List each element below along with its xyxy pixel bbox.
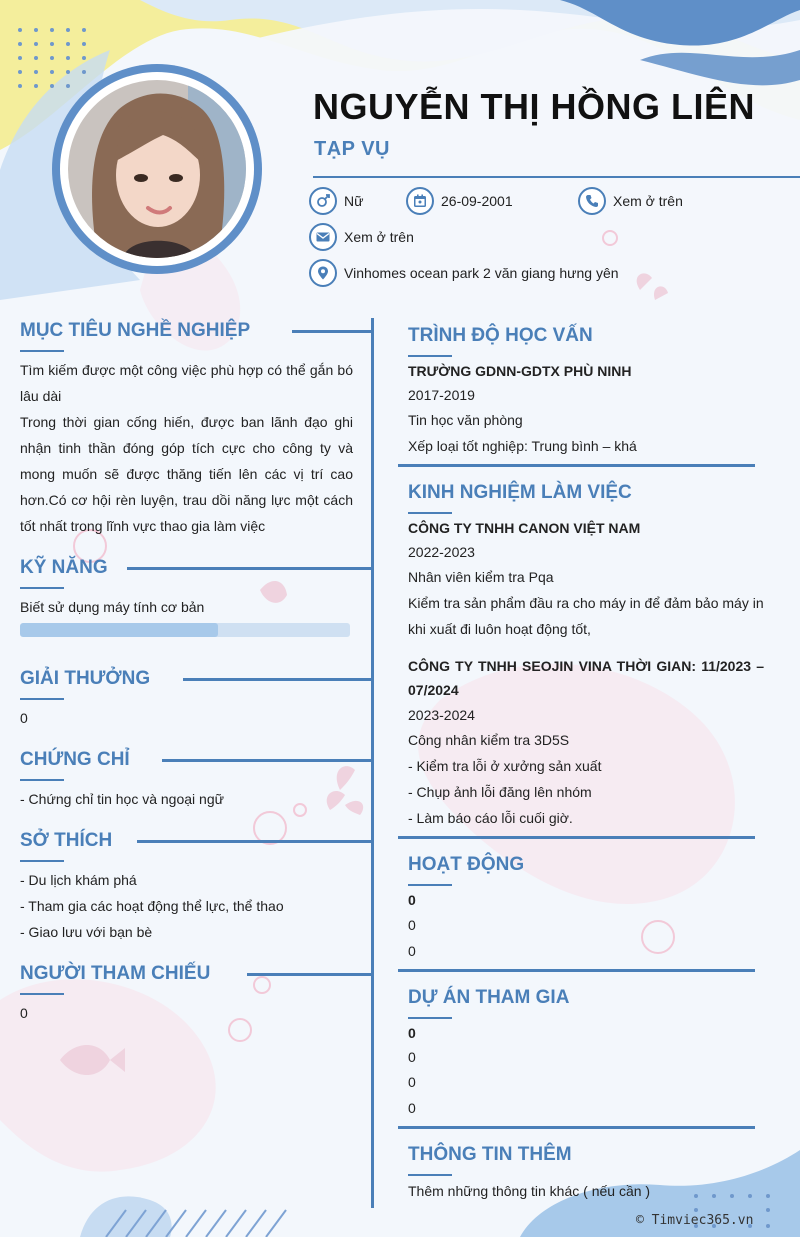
job-task: - Chụp ảnh lỗi đăng lên nhóm: [408, 784, 592, 800]
section-rule: [398, 969, 755, 972]
email-value: Xem ở trên: [344, 229, 414, 245]
hobby-item: - Du lịch khám phá: [20, 872, 137, 888]
section-title-objective: MỤC TIÊU NGHỀ NGHIỆP: [20, 320, 250, 342]
job-company: CÔNG TY TNHH SEOJIN VINA THỜI GIAN: 11/2023 – 07/2024: [408, 658, 764, 698]
section-rule: [127, 567, 372, 570]
section-rule: [292, 330, 372, 333]
job-company: CÔNG TY TNHH CANON VIỆT NAM: [408, 520, 641, 536]
certificates-text: - Chứng chỉ tin học và ngoại ngữ: [20, 791, 224, 807]
envelope-icon: [309, 223, 337, 251]
info-address: [309, 259, 619, 287]
info-birthdate: [406, 187, 513, 215]
section-title-experience: KINH NGHIỆM LÀM VIỆC: [408, 482, 632, 504]
education-major: Tin học văn phòng: [408, 412, 523, 428]
skill-label: Biết sử dụng máy tính cơ bản: [20, 599, 205, 615]
activity-item: 0: [408, 917, 416, 933]
activity-item: 0: [408, 892, 416, 908]
profile-photo: [68, 80, 246, 258]
phone-icon: [578, 187, 606, 215]
project-item: 0: [408, 1100, 416, 1116]
section-title-awards: GIẢI THƯỞNG: [20, 668, 150, 690]
hobby-item: - Giao lưu với bạn bè: [20, 924, 153, 940]
phone-value: Xem ở trên: [613, 193, 683, 209]
job-period: 2023-2024: [408, 707, 475, 723]
education-period: 2017-2019: [408, 387, 475, 403]
section-title-certificates: CHỨNG CHỈ: [20, 749, 130, 771]
info-phone: [578, 187, 683, 215]
skill-level-bar: [20, 623, 350, 637]
gender-icon: [309, 187, 337, 215]
job-description: Kiểm tra sản phẩm đầu ra cho máy in để đảm bảo máy in khi xuất đi luôn hoạt động tốt,: [408, 595, 764, 637]
section-rule: [398, 836, 755, 839]
awards-text: 0: [20, 710, 28, 726]
column-divider: [371, 318, 374, 1208]
activity-item: 0: [408, 943, 416, 959]
info-email: [309, 223, 414, 251]
job-period: 2022-2023: [408, 544, 475, 560]
education-school: TRƯỜNG GDNN-GDTX PHÙ NINH: [408, 363, 632, 379]
info-gender: [309, 187, 363, 215]
section-title-hobbies: SỞ THÍCH: [20, 830, 112, 852]
candidate-name: NGUYỄN THỊ HỒNG LIÊN: [313, 86, 756, 127]
section-title-projects: DỰ ÁN THAM GIA: [408, 987, 569, 1009]
skill-level-fill: [20, 623, 218, 637]
footer-credit: © Timviec365.vn: [636, 1213, 754, 1228]
job-task: - Làm báo cáo lỗi cuối giờ.: [408, 810, 573, 826]
job-position: Công nhân kiểm tra 3D5S: [408, 732, 570, 748]
section-title-references: NGƯỜI THAM CHIẾU: [20, 963, 210, 985]
gender-value: Nữ: [344, 193, 364, 209]
section-rule: [137, 840, 372, 843]
header-divider: [313, 176, 800, 178]
section-title-education: TRÌNH ĐỘ HỌC VẤN: [408, 325, 593, 347]
project-item: 0: [408, 1025, 416, 1041]
section-rule: [398, 464, 755, 467]
section-rule: [247, 973, 372, 976]
calendar-icon: [406, 187, 434, 215]
job-task: - Kiểm tra lỗi ở xưởng sản xuất: [408, 758, 602, 774]
location-pin-icon: [309, 259, 337, 287]
education-grade: Xếp loại tốt nghiệp: Trung bình – khá: [408, 438, 637, 454]
section-rule: [398, 1126, 755, 1129]
section-title-activities: HOẠT ĐỘNG: [408, 854, 524, 876]
section-title-skills: KỸ NĂNG: [20, 557, 108, 579]
address-value: Vinhomes ocean park 2 văn giang hưng yên: [344, 265, 619, 281]
job-title: TẠP VỤ: [314, 138, 390, 160]
section-title-extra: THÔNG TIN THÊM: [408, 1144, 572, 1166]
portrait-illustration: [68, 80, 246, 258]
job-position: Nhân viên kiểm tra Pqa: [408, 569, 554, 585]
objective-text: Tìm kiếm được một công việc phù hợp có thể gắn bó lâu dài Trong thời gian cống hiến, được ban lãnh đạo ghi nhận tinh thần đóng góp tích cực cho công ty và mong muốn sẽ được thăng tiến lên các vị trí cao hơn.Có cơ hội rèn luyện, trau dồi năng lực một cách tốt nhất trong lĩnh vực thao gia làm việc: [20, 362, 353, 534]
section-rule: [162, 759, 372, 762]
project-item: 0: [408, 1074, 416, 1090]
project-item: 0: [408, 1049, 416, 1065]
references-text: 0: [20, 1005, 28, 1021]
birthdate-value: 26-09-2001: [441, 193, 513, 209]
extra-text: Thêm những thông tin khác ( nếu cần ): [408, 1183, 651, 1199]
profile-photo-frame: [52, 64, 262, 274]
section-rule: [183, 678, 372, 681]
hobby-item: - Tham gia các hoạt động thể lực, thể thao: [20, 898, 284, 914]
